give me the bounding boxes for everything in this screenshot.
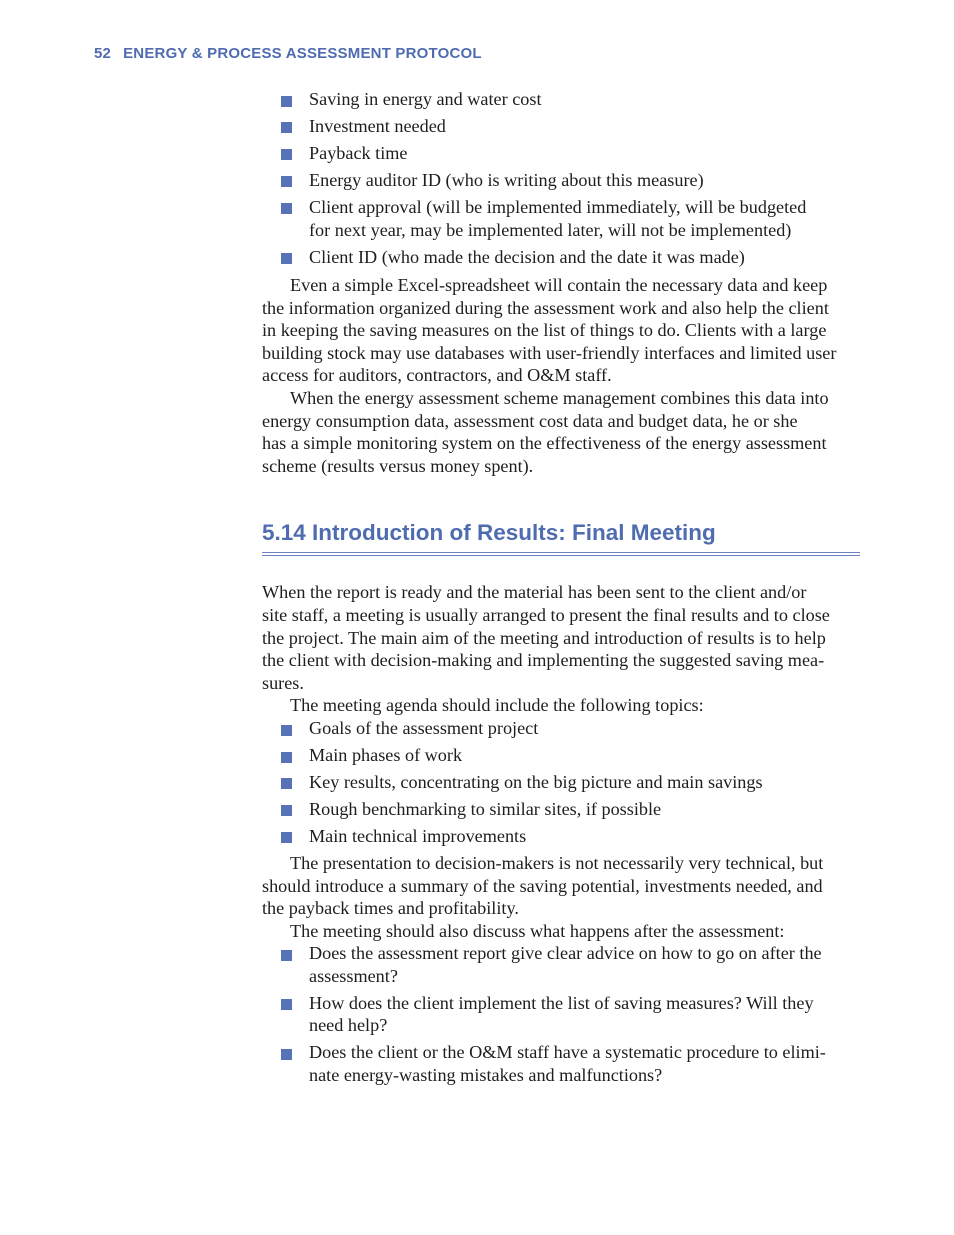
list-item-text <box>309 993 814 1036</box>
list-item-text <box>309 1042 826 1085</box>
list-item-text <box>309 116 446 136</box>
text-line: the project. The main aim of the meeting and introduction of results is to help <box>262 627 826 648</box>
paragraph-presentation <box>262 852 860 920</box>
running-head <box>94 45 482 62</box>
text-line: site staff, a meeting is usually arranged to present the final results and to close <box>262 605 830 626</box>
text-line: Key results, concentrating on the big picture and main savings <box>309 771 763 792</box>
text-line: Main phases of work <box>309 745 463 765</box>
text-line: Rough benchmarking to similar sites, if possible <box>309 798 662 819</box>
paragraph-agenda-intro <box>262 694 860 717</box>
text-line: Even a simple Excel-spreadsheet will contain the necessary data and keep <box>290 275 828 296</box>
text-line: access for auditors, contractors, and O&M staff. <box>262 365 612 386</box>
list-item <box>262 196 860 241</box>
text-line: When the energy assessment scheme management combines this data into <box>290 388 829 409</box>
page-number: 52 <box>94 45 112 62</box>
square-bullet-icon <box>281 778 292 789</box>
text-line: How does the client implement the list of saving measures? Will they <box>309 992 814 1013</box>
square-bullet-icon <box>281 176 292 187</box>
list-item <box>262 142 860 165</box>
text-line: nate energy-wasting mistakes and malfunctions? <box>309 1065 663 1086</box>
list-item-text <box>309 943 822 986</box>
text-line: When the report is ready and the material has been sent to the client and/or <box>262 582 807 603</box>
square-bullet-icon <box>281 950 292 961</box>
text-column <box>262 88 860 1091</box>
square-bullet-icon <box>281 122 292 133</box>
list-item-text <box>309 197 806 240</box>
list-item-text <box>309 718 538 738</box>
bullet-list-agenda <box>262 717 860 848</box>
list-item <box>262 992 860 1037</box>
section-heading: 5.14 Introduction of Results: Final Meeting <box>262 520 716 546</box>
square-bullet-icon <box>281 752 292 763</box>
heading-rule-bottom <box>262 555 860 556</box>
text-line: The presentation to decision-makers is not necessarily very technical, but <box>290 852 824 873</box>
list-item <box>262 744 860 767</box>
running-title: ENERGY & PROCESS ASSESSMENT PROTOCOL <box>123 45 482 62</box>
text-line: for next year, may be implemented later, will not be implemented) <box>309 219 792 240</box>
text-line: Investment needed <box>309 115 446 136</box>
list-item <box>262 771 860 794</box>
text-line: need help? <box>309 1015 388 1036</box>
square-bullet-icon <box>281 1049 292 1060</box>
square-bullet-icon <box>281 96 292 107</box>
text-line: should introduce a summary of the saving potential, investments needed, and <box>262 875 823 896</box>
text-line: in keeping the saving measures on the list of things to do. Clients with a large <box>262 320 827 341</box>
text-line: Payback time <box>309 142 408 163</box>
text-line: building stock may use databases with user-friendly interfaces and limited user <box>262 342 837 363</box>
list-item <box>262 798 860 821</box>
list-item <box>262 246 860 269</box>
text-line: sures. <box>262 672 304 693</box>
square-bullet-icon <box>281 999 292 1010</box>
square-bullet-icon <box>281 203 292 214</box>
list-item <box>262 88 860 111</box>
text-line: Goals of the assessment project <box>309 718 539 739</box>
text-line: the payback times and profitability. <box>262 898 519 919</box>
square-bullet-icon <box>281 832 292 843</box>
list-item-text <box>309 826 526 846</box>
list-item-text <box>309 772 763 792</box>
bullet-list-measure-fields <box>262 88 860 268</box>
text-line: Main technical improvements <box>309 825 527 846</box>
heading-rule-top <box>262 552 860 553</box>
list-item-text <box>309 170 704 190</box>
list-item <box>262 115 860 138</box>
text-line: Does the client or the O&M staff have a systematic procedure to elimi- <box>309 1042 826 1063</box>
paragraph-after-assessment <box>262 920 860 943</box>
list-item <box>262 717 860 740</box>
text-line: energy consumption data, assessment cost data and budget data, he or she <box>262 410 798 431</box>
text-line: has a simple monitoring system on the effectiveness of the energy assessment <box>262 433 827 454</box>
list-item <box>262 1041 860 1086</box>
text-line: assessment? <box>309 965 398 986</box>
square-bullet-icon <box>281 253 292 264</box>
paragraph-monitoring <box>262 387 860 477</box>
text-line: The meeting agenda should include the following topics: <box>290 695 704 716</box>
square-bullet-icon <box>281 149 292 160</box>
text-line: Energy auditor ID (who is writing about this measure) <box>309 169 704 190</box>
list-item <box>262 169 860 192</box>
text-line: Saving in energy and water cost <box>309 89 542 109</box>
square-bullet-icon <box>281 725 292 736</box>
text-line: Client ID (who made the decision and the date it was made) <box>309 246 745 267</box>
text-line: the information organized during the assessment work and also help the client <box>262 297 829 318</box>
square-bullet-icon <box>281 805 292 816</box>
list-item <box>262 942 860 987</box>
text-line: The meeting should also discuss what happens after the assessment: <box>290 920 785 941</box>
list-item-text <box>309 143 408 163</box>
text-line: the client with decision-making and implementing the suggested saving mea- <box>262 650 825 671</box>
text-line: scheme (results versus money spent). <box>262 455 534 476</box>
list-item-text <box>309 799 661 819</box>
text-line: Client approval (will be implemented immediately, will be budgeted <box>309 196 807 217</box>
list-item-text <box>309 89 542 109</box>
paragraph-final-meeting <box>262 581 860 694</box>
list-item-text <box>309 247 745 267</box>
text-line: Does the assessment report give clear advice on how to go on after the <box>309 943 822 964</box>
list-item <box>262 825 860 848</box>
bullet-list-questions <box>262 942 860 1086</box>
paragraph-spreadsheet <box>262 274 860 387</box>
list-item-text <box>309 745 462 765</box>
